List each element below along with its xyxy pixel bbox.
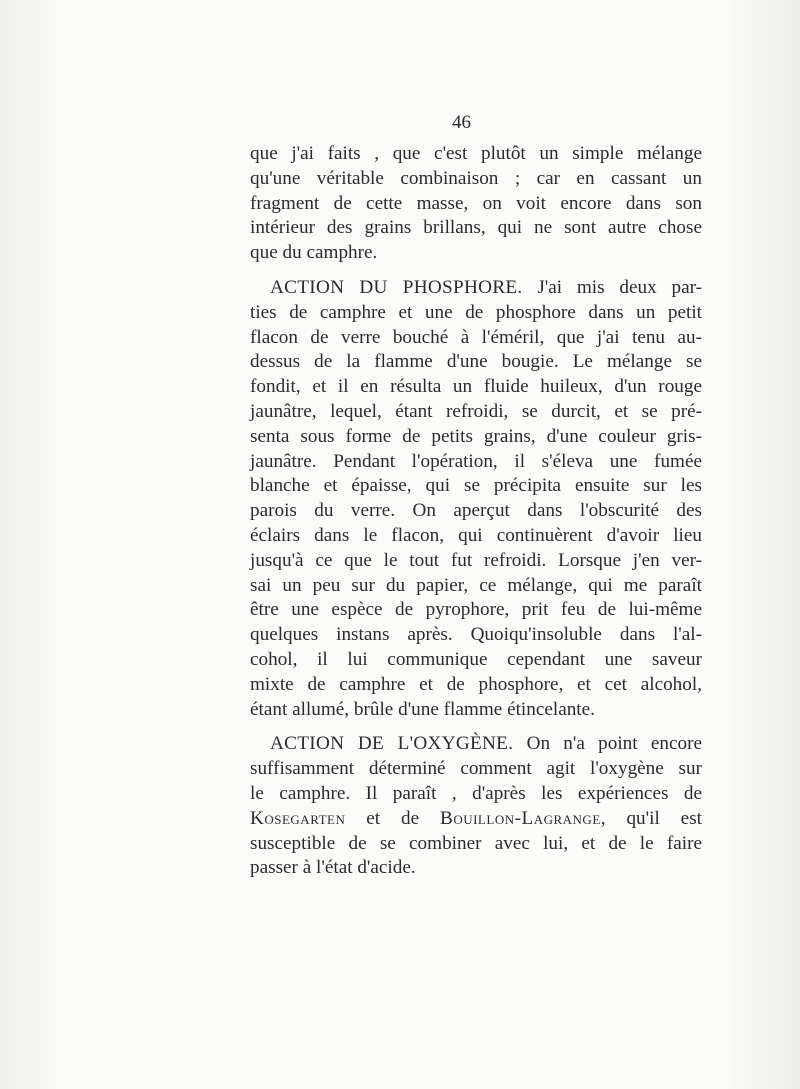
- line-text: intérieur des grains brillans, qui ne sont autre chose: [250, 217, 702, 239]
- line-text: suffisamment déterminé comment agit l'oxygène sur: [250, 758, 702, 780]
- line-text: être une espèce de pyrophore, prit feu de lui-même: [250, 599, 702, 621]
- text-line: [250, 142, 702, 167]
- text-line: [250, 856, 702, 881]
- line-text: ties de camphre et une de phosphore dans un petit: [250, 301, 702, 323]
- line-text: fragment de cette masse, on voit encore dans son: [250, 192, 702, 214]
- text-segment: et de: [345, 807, 441, 829]
- text-line: [250, 524, 702, 549]
- line-text: flacon de verre bouché à l'éméril, que j'ai tenu au-: [250, 326, 702, 348]
- line-text: dessus de la flamme d'une bougie. Le mélange se: [250, 351, 702, 373]
- line-text: le camphre. Il paraît , d'après les expériences de: [250, 782, 702, 804]
- text-segment: , qu'il est: [600, 807, 702, 829]
- text-line: [250, 648, 702, 673]
- line-text: qu'une véritable combinaison ; car en cassant un: [250, 167, 702, 189]
- line-text: susceptible de se combiner avec lui, et de le faire: [250, 832, 702, 854]
- text-line: [250, 673, 702, 698]
- line-text: passer à l'état d'acide.: [250, 857, 416, 879]
- line-text: jusqu'à ce que le tout fut refroidi. Lorsque j'en ver-: [250, 549, 702, 571]
- section-paragraph: [250, 276, 702, 722]
- line-text: sai un peu sur du papier, ce mélange, qui me paraît: [250, 574, 702, 596]
- text-line: [250, 350, 702, 375]
- line-text: quelques instans après. Quoiqu'insoluble dans l'al-: [250, 624, 702, 646]
- paragraph: [250, 142, 702, 266]
- line-text: éclairs dans le flacon, qui continuèrent d'avoir lieu: [250, 524, 702, 546]
- line-text: jaunâtre, lequel, étant refroidi, se durcit, et se pré-: [250, 400, 702, 422]
- body-text: [250, 142, 702, 891]
- text-line: [250, 326, 702, 351]
- text-line: [250, 192, 702, 217]
- text-line: [250, 598, 702, 623]
- text-line: [250, 241, 702, 266]
- text-line: [250, 807, 702, 832]
- line-text: parois du verre. On aperçut dans l'obscurité des: [250, 500, 702, 522]
- line-text: J'ai mis deux par-: [522, 276, 702, 298]
- text-line: [250, 425, 702, 450]
- text-line: [250, 499, 702, 524]
- line-text: mixte de camphre et de phosphore, et cet alcohol,: [250, 673, 702, 695]
- line-text: fondit, et il en résulta un fluide huileux, d'un rouge: [250, 376, 702, 398]
- text-line: [250, 216, 702, 241]
- line-text: cohol, il lui communique cependant une saveur: [250, 648, 702, 670]
- line-text: blanche et épaisse, qui se précipita ensuite sur les: [250, 475, 702, 497]
- author-name: Kosegarten: [250, 807, 346, 829]
- text-line: [250, 757, 702, 782]
- line-text: jaunâtre. Pendant l'opération, il s'éleva une fumée: [250, 450, 702, 472]
- line-text: que j'ai faits , que c'est plutôt un simple mélange: [250, 143, 702, 164]
- section-heading: ACTION DU PHOSPHORE.: [270, 276, 523, 298]
- text-line: [250, 450, 702, 475]
- section-paragraph: [250, 732, 702, 881]
- line-text: étant allumé, brûle d'une flamme étincelante.: [250, 698, 595, 720]
- line-text: que du camphre.: [250, 242, 378, 264]
- text-line: [250, 301, 702, 326]
- page-number: 46: [452, 112, 471, 133]
- text-line: [250, 474, 702, 499]
- text-line: [250, 623, 702, 648]
- text-line: [250, 549, 702, 574]
- line-text: senta sous forme de petits grains, d'une couleur gris-: [250, 425, 702, 447]
- text-line: [250, 167, 702, 192]
- text-line: [250, 400, 702, 425]
- text-line: [250, 782, 702, 807]
- text-line: [250, 732, 702, 757]
- section-heading: ACTION DE L'OXYGÈNE.: [270, 733, 514, 755]
- line-text: On n'a point encore: [513, 733, 702, 755]
- text-line: [250, 698, 702, 723]
- author-name: Bouillon-Lagrange: [440, 807, 601, 829]
- text-line: [250, 574, 702, 599]
- text-line: [250, 832, 702, 857]
- text-line: [250, 276, 702, 301]
- text-line: [250, 375, 702, 400]
